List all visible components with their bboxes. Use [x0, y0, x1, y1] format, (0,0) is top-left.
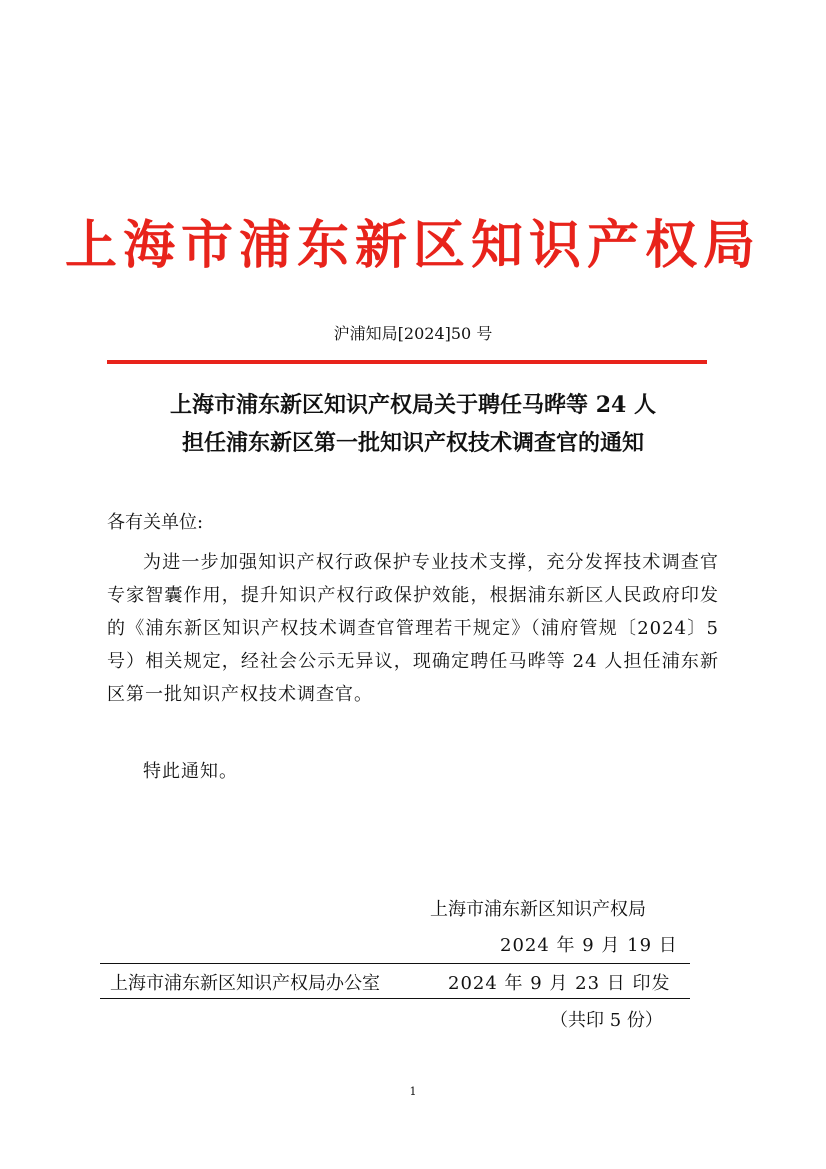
agency-header: 上海市浦东新区知识产权局	[64, 216, 761, 276]
signature-organization: 上海市浦东新区知识产权局	[430, 899, 646, 920]
body-paragraph: 为进一步加强知识产权行政保护专业技术支撑，充分发挥技术调查官专家智囊作用，提升知识产权行政保护效能，根据浦东新区人民政府印发的《浦东新区知识产权技术调查官管理若干规定》（浦府管规〔2024〕5 号）相关规定，经社会公示无异议，现确定聘任马晔等 24 人担任浦东新区第一批知识产权技术调查官。	[107, 552, 719, 705]
copies-count: （共印 5 份）	[550, 1010, 663, 1031]
page-number: 1	[409, 1085, 417, 1098]
red-separator-line	[107, 360, 707, 364]
document-title-line-2: 担任浦东新区第一批知识产权技术调查官的通知	[181, 430, 644, 456]
salutation: 各有关单位:	[107, 512, 204, 533]
closing-remark: 特此通知。	[143, 761, 238, 782]
signature-date: 2024 年 9 月 19 日	[500, 935, 678, 956]
issuance-bottom-rule	[100, 998, 690, 999]
issuance-top-rule	[100, 963, 690, 964]
document-title	[80, 386, 746, 462]
issuance-date: 2024 年 9 月 23 日 印发	[448, 973, 671, 994]
document-title-line-1: 上海市浦东新区知识产权局关于聘任马晔等 24 人	[170, 392, 656, 418]
issuing-office: 上海市浦东新区知识产权局办公室	[110, 973, 380, 994]
document-number: 沪浦知局[2024]50 号	[333, 324, 493, 343]
